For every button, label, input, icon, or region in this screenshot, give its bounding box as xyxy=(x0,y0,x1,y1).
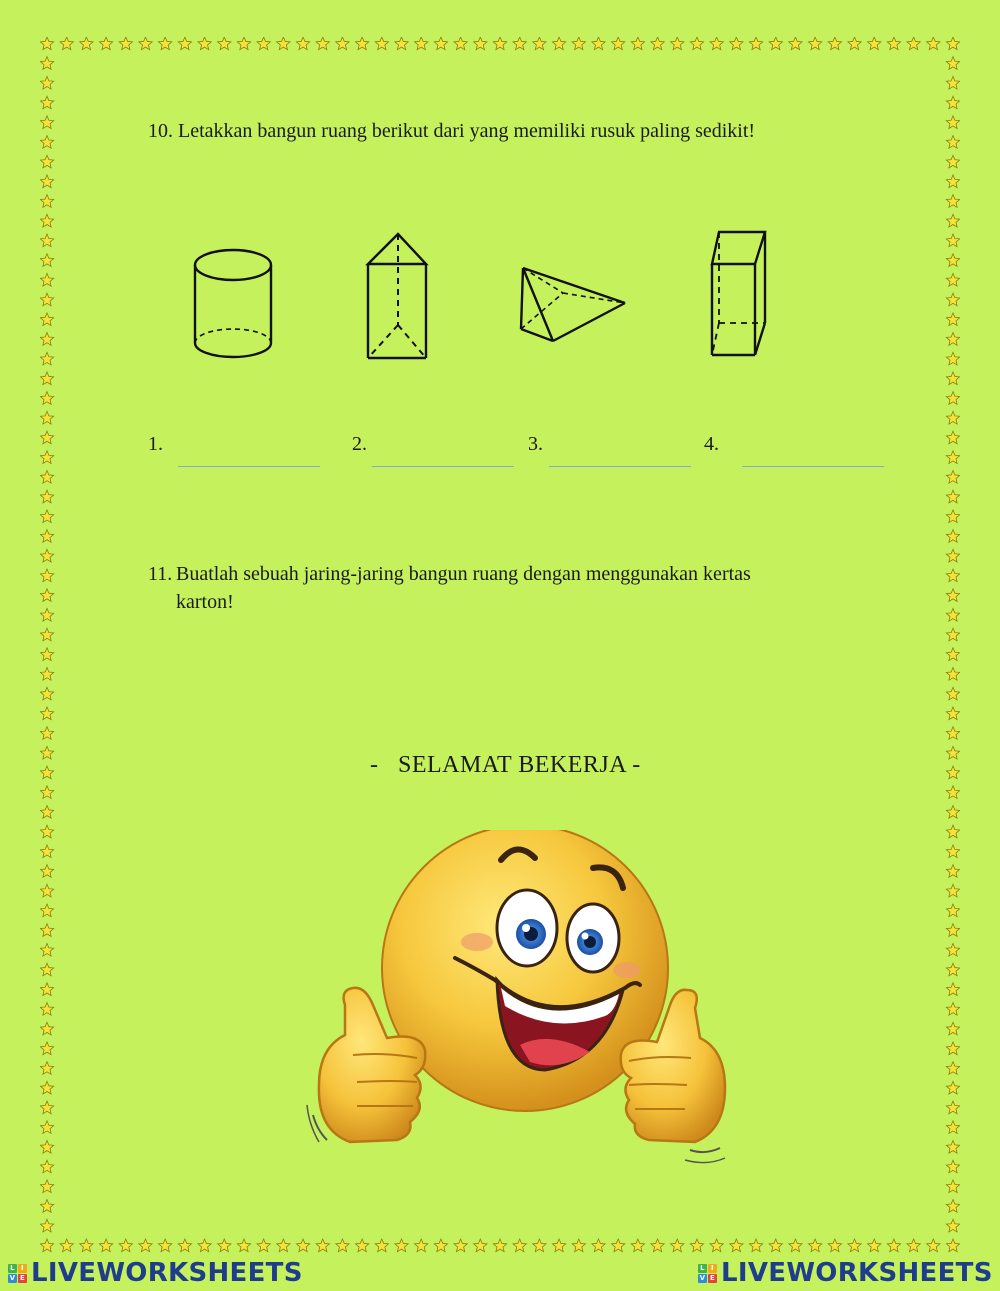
border-star-icon xyxy=(946,766,959,779)
border-star-icon xyxy=(40,37,53,50)
border-star-icon xyxy=(40,1180,53,1193)
answer-label-2: 2. xyxy=(352,433,367,455)
logo-mark-letter: E xyxy=(19,1273,26,1282)
border-star-icon xyxy=(40,983,53,996)
border-star-icon xyxy=(355,1239,368,1252)
border-star-icon xyxy=(40,57,53,70)
border-star-icon xyxy=(631,1239,644,1252)
border-star-icon xyxy=(40,234,53,247)
border-star-icon xyxy=(493,1239,506,1252)
border-star-icon xyxy=(946,727,959,740)
border-star-icon xyxy=(769,1239,782,1252)
border-star-icon xyxy=(671,1239,684,1252)
footer-brand-text: LIVEWORKSHEETS xyxy=(31,1258,303,1288)
border-star-icon xyxy=(946,372,959,385)
border-star-icon xyxy=(40,549,53,562)
border-star-icon xyxy=(946,136,959,149)
closing-message: - SELAMAT BEKERJA - xyxy=(370,752,641,778)
border-star-icon xyxy=(40,707,53,720)
border-star-icon xyxy=(40,530,53,543)
logo-mark-letter: V xyxy=(9,1273,16,1282)
border-star-icon xyxy=(40,569,53,582)
border-star-icon xyxy=(749,37,762,50)
border-star-icon xyxy=(355,37,368,50)
border-star-icon xyxy=(612,1239,625,1252)
answer-label-3: 3. xyxy=(528,433,543,455)
border-star-icon xyxy=(946,76,959,89)
border-star-icon xyxy=(946,1042,959,1055)
border-star-icon xyxy=(513,1239,526,1252)
border-star-icon xyxy=(296,1239,309,1252)
border-star-icon xyxy=(474,37,487,50)
border-star-icon xyxy=(946,293,959,306)
border-star-icon xyxy=(946,392,959,405)
answer-row xyxy=(0,433,1000,473)
border-star-icon xyxy=(946,530,959,543)
border-star-icon xyxy=(946,333,959,346)
border-star-icon xyxy=(40,884,53,897)
border-star-icon xyxy=(178,1239,191,1252)
border-star-icon xyxy=(671,37,684,50)
logo-mark-letter: L xyxy=(698,1264,707,1273)
border-star-icon xyxy=(946,1180,959,1193)
border-star-icon xyxy=(40,668,53,681)
border-star-icon xyxy=(946,254,959,267)
border-star-icon xyxy=(198,1239,211,1252)
border-star-icon xyxy=(651,37,664,50)
border-star-icon xyxy=(316,1239,329,1252)
border-star-icon xyxy=(139,37,152,50)
border-star-icon xyxy=(828,1239,841,1252)
border-star-icon xyxy=(415,1239,428,1252)
border-star-icon xyxy=(946,116,959,129)
border-star-icon xyxy=(946,1101,959,1114)
border-star-icon xyxy=(40,1121,53,1134)
answer-blank-3[interactable] xyxy=(549,466,691,467)
border-star-icon xyxy=(415,37,428,50)
border-star-icon xyxy=(40,687,53,700)
border-star-icon xyxy=(533,37,546,50)
border-star-icon xyxy=(946,904,959,917)
border-star-icon xyxy=(631,37,644,50)
logo-mark-icon xyxy=(8,1264,27,1283)
border-star-icon xyxy=(40,195,53,208)
border-star-icon xyxy=(868,1239,881,1252)
border-star-icon xyxy=(395,37,408,50)
border-star-icon xyxy=(395,1239,408,1252)
border-star-icon xyxy=(40,510,53,523)
border-star-icon xyxy=(159,37,172,50)
answer-blank-2[interactable] xyxy=(372,466,514,467)
border-star-icon xyxy=(257,37,270,50)
logo-mark-letter: I xyxy=(18,1264,27,1273)
border-star-icon xyxy=(612,37,625,50)
border-star-icon xyxy=(40,1219,53,1232)
border-star-icon xyxy=(40,608,53,621)
border-star-icon xyxy=(946,825,959,838)
border-star-icon xyxy=(80,1239,93,1252)
border-star-icon xyxy=(237,1239,250,1252)
rectangular-prism-icon xyxy=(705,228,770,360)
border-star-icon xyxy=(40,392,53,405)
border-star-icon xyxy=(40,352,53,365)
border-star-icon xyxy=(946,155,959,168)
border-star-icon xyxy=(946,608,959,621)
border-star-icon xyxy=(946,707,959,720)
border-star-icon xyxy=(552,1239,565,1252)
border-star-icon xyxy=(40,628,53,641)
border-star-icon xyxy=(40,411,53,424)
border-star-icon xyxy=(946,273,959,286)
question-11-line-1 xyxy=(148,560,848,588)
footer-logo-right xyxy=(698,1258,993,1288)
border-star-icon xyxy=(946,648,959,661)
border-star-icon xyxy=(277,1239,290,1252)
border-star-icon xyxy=(257,1239,270,1252)
border-star-icon xyxy=(218,1239,231,1252)
border-star-icon xyxy=(572,37,585,50)
border-star-icon xyxy=(946,1200,959,1213)
border-star-icon xyxy=(40,1022,53,1035)
footer-logo-left xyxy=(8,1258,303,1288)
border-star-icon xyxy=(454,1239,467,1252)
border-star-icon xyxy=(946,214,959,227)
border-star-icon xyxy=(946,805,959,818)
border-star-icon xyxy=(40,1081,53,1094)
border-star-icon xyxy=(946,411,959,424)
triangular-prism-icon xyxy=(363,230,433,365)
question-11-line-2: karton! xyxy=(176,591,234,613)
border-star-icon xyxy=(277,37,290,50)
border-star-icon xyxy=(946,865,959,878)
border-star-icon xyxy=(592,1239,605,1252)
answer-blank-1[interactable] xyxy=(178,466,320,467)
border-star-icon xyxy=(513,37,526,50)
border-star-icon xyxy=(946,1062,959,1075)
border-star-icon xyxy=(848,37,861,50)
border-star-icon xyxy=(119,37,132,50)
border-star-icon xyxy=(946,195,959,208)
border-star-icon xyxy=(946,1219,959,1232)
border-star-icon xyxy=(946,668,959,681)
border-star-icon xyxy=(40,963,53,976)
border-star-icon xyxy=(946,490,959,503)
border-star-icon xyxy=(40,273,53,286)
border-star-icon xyxy=(375,37,388,50)
border-star-icon xyxy=(40,805,53,818)
border-star-icon xyxy=(218,37,231,50)
border-star-icon xyxy=(40,786,53,799)
border-star-icon xyxy=(40,648,53,661)
answer-blank-4[interactable] xyxy=(742,466,884,467)
border-star-icon xyxy=(40,116,53,129)
border-star-icon xyxy=(434,1239,447,1252)
border-star-icon xyxy=(651,1239,664,1252)
border-star-icon xyxy=(40,1160,53,1173)
border-star-icon xyxy=(40,1042,53,1055)
border-star-icon xyxy=(40,1200,53,1213)
border-star-icon xyxy=(99,1239,112,1252)
border-star-icon xyxy=(375,1239,388,1252)
border-star-icon xyxy=(946,1081,959,1094)
border-star-icon xyxy=(40,313,53,326)
border-star-icon xyxy=(572,1239,585,1252)
border-star-icon xyxy=(40,1062,53,1075)
border-star-icon xyxy=(946,1022,959,1035)
border-star-icon xyxy=(434,37,447,50)
border-star-icon xyxy=(946,96,959,109)
logo-mark-letter: V xyxy=(699,1273,706,1282)
answer-label-4: 4. xyxy=(704,433,719,455)
border-star-icon xyxy=(40,727,53,740)
solid-shapes-row xyxy=(180,225,800,370)
border-star-icon xyxy=(474,1239,487,1252)
border-star-icon xyxy=(40,1140,53,1153)
border-star-icon xyxy=(887,1239,900,1252)
border-star-icon xyxy=(868,37,881,50)
border-star-icon xyxy=(40,155,53,168)
logo-mark-letter: I xyxy=(708,1264,717,1273)
border-star-icon xyxy=(828,37,841,50)
border-star-icon xyxy=(946,884,959,897)
border-star-icon xyxy=(40,76,53,89)
border-star-icon xyxy=(454,37,467,50)
border-star-icon xyxy=(316,37,329,50)
border-star-icon xyxy=(946,1003,959,1016)
border-star-icon xyxy=(946,943,959,956)
border-star-icon xyxy=(40,589,53,602)
border-star-icon xyxy=(178,37,191,50)
border-star-icon xyxy=(946,313,959,326)
border-star-icon xyxy=(946,1160,959,1173)
border-star-icon xyxy=(946,549,959,562)
border-star-icon xyxy=(159,1239,172,1252)
border-star-icon xyxy=(592,37,605,50)
logo-mark-letter: L xyxy=(8,1264,17,1273)
border-star-icon xyxy=(139,1239,152,1252)
border-star-icon xyxy=(946,1239,959,1252)
border-star-icon xyxy=(198,37,211,50)
border-star-icon xyxy=(60,1239,73,1252)
border-star-icon xyxy=(296,37,309,50)
border-star-icon xyxy=(749,1239,762,1252)
border-star-icon xyxy=(40,372,53,385)
border-star-icon xyxy=(946,963,959,976)
border-star-icon xyxy=(40,766,53,779)
border-star-icon xyxy=(789,37,802,50)
border-star-icon xyxy=(336,1239,349,1252)
border-star-icon xyxy=(946,37,959,50)
border-star-icon xyxy=(40,1101,53,1114)
border-star-icon xyxy=(99,37,112,50)
border-star-icon xyxy=(808,1239,821,1252)
border-star-icon xyxy=(907,37,920,50)
question-11 xyxy=(148,560,848,616)
border-star-icon xyxy=(40,904,53,917)
border-star-icon xyxy=(40,490,53,503)
border-star-icon xyxy=(493,37,506,50)
border-star-icon xyxy=(710,37,723,50)
border-star-icon xyxy=(946,589,959,602)
border-star-icon xyxy=(946,1121,959,1134)
border-star-icon xyxy=(946,352,959,365)
border-star-icon xyxy=(946,510,959,523)
border-star-icon xyxy=(808,37,821,50)
border-star-icon xyxy=(40,924,53,937)
logo-mark-icon xyxy=(698,1264,717,1283)
border-star-icon xyxy=(907,1239,920,1252)
border-star-icon xyxy=(946,786,959,799)
border-star-icon xyxy=(40,865,53,878)
border-star-icon xyxy=(533,1239,546,1252)
logo-mark-letter: E xyxy=(709,1273,716,1282)
border-star-icon xyxy=(40,254,53,267)
border-star-icon xyxy=(690,37,703,50)
border-star-icon xyxy=(336,37,349,50)
border-star-icon xyxy=(80,37,93,50)
border-star-icon xyxy=(40,293,53,306)
border-star-icon xyxy=(40,943,53,956)
border-star-icon xyxy=(848,1239,861,1252)
border-star-icon xyxy=(946,1140,959,1153)
border-star-icon xyxy=(40,136,53,149)
border-star-icon xyxy=(40,1003,53,1016)
border-star-icon xyxy=(710,1239,723,1252)
border-star-icon xyxy=(40,333,53,346)
border-star-icon xyxy=(119,1239,132,1252)
border-star-icon xyxy=(730,1239,743,1252)
border-star-icon xyxy=(946,924,959,937)
border-star-icon xyxy=(690,1239,703,1252)
border-star-icon xyxy=(40,214,53,227)
border-star-icon xyxy=(789,1239,802,1252)
footer-brand-text: LIVEWORKSHEETS xyxy=(721,1258,993,1288)
border-star-icon xyxy=(946,687,959,700)
border-star-icon xyxy=(946,569,959,582)
border-star-icon xyxy=(60,37,73,50)
answer-label-1: 1. xyxy=(148,433,163,455)
border-star-icon xyxy=(769,37,782,50)
border-star-icon xyxy=(887,37,900,50)
question-11-text: Buatlah sebuah jaring-jaring bangun ruang dengan menggunakan kertas xyxy=(176,563,751,585)
question-10-text: 10. Letakkan bangun ruang berikut dari yang memiliki rusuk paling sedikit! xyxy=(148,120,756,142)
border-star-icon xyxy=(946,845,959,858)
smiley-thumbs-up-icon xyxy=(305,830,735,1175)
border-star-icon xyxy=(946,746,959,759)
border-star-icon xyxy=(552,37,565,50)
border-star-icon xyxy=(927,37,940,50)
border-star-icon xyxy=(946,983,959,996)
border-star-icon xyxy=(40,746,53,759)
border-star-icon xyxy=(946,628,959,641)
question-11-number: 11. xyxy=(148,563,173,585)
border-star-icon xyxy=(237,37,250,50)
border-star-icon xyxy=(40,825,53,838)
cylinder-icon xyxy=(190,245,280,365)
triangular-pyramid-icon xyxy=(515,263,630,348)
border-star-icon xyxy=(927,1239,940,1252)
border-star-icon xyxy=(730,37,743,50)
border-star-icon xyxy=(40,175,53,188)
border-star-icon xyxy=(40,845,53,858)
border-star-icon xyxy=(946,175,959,188)
border-star-icon xyxy=(40,1239,53,1252)
border-star-icon xyxy=(946,234,959,247)
border-star-icon xyxy=(946,57,959,70)
border-star-icon xyxy=(40,96,53,109)
